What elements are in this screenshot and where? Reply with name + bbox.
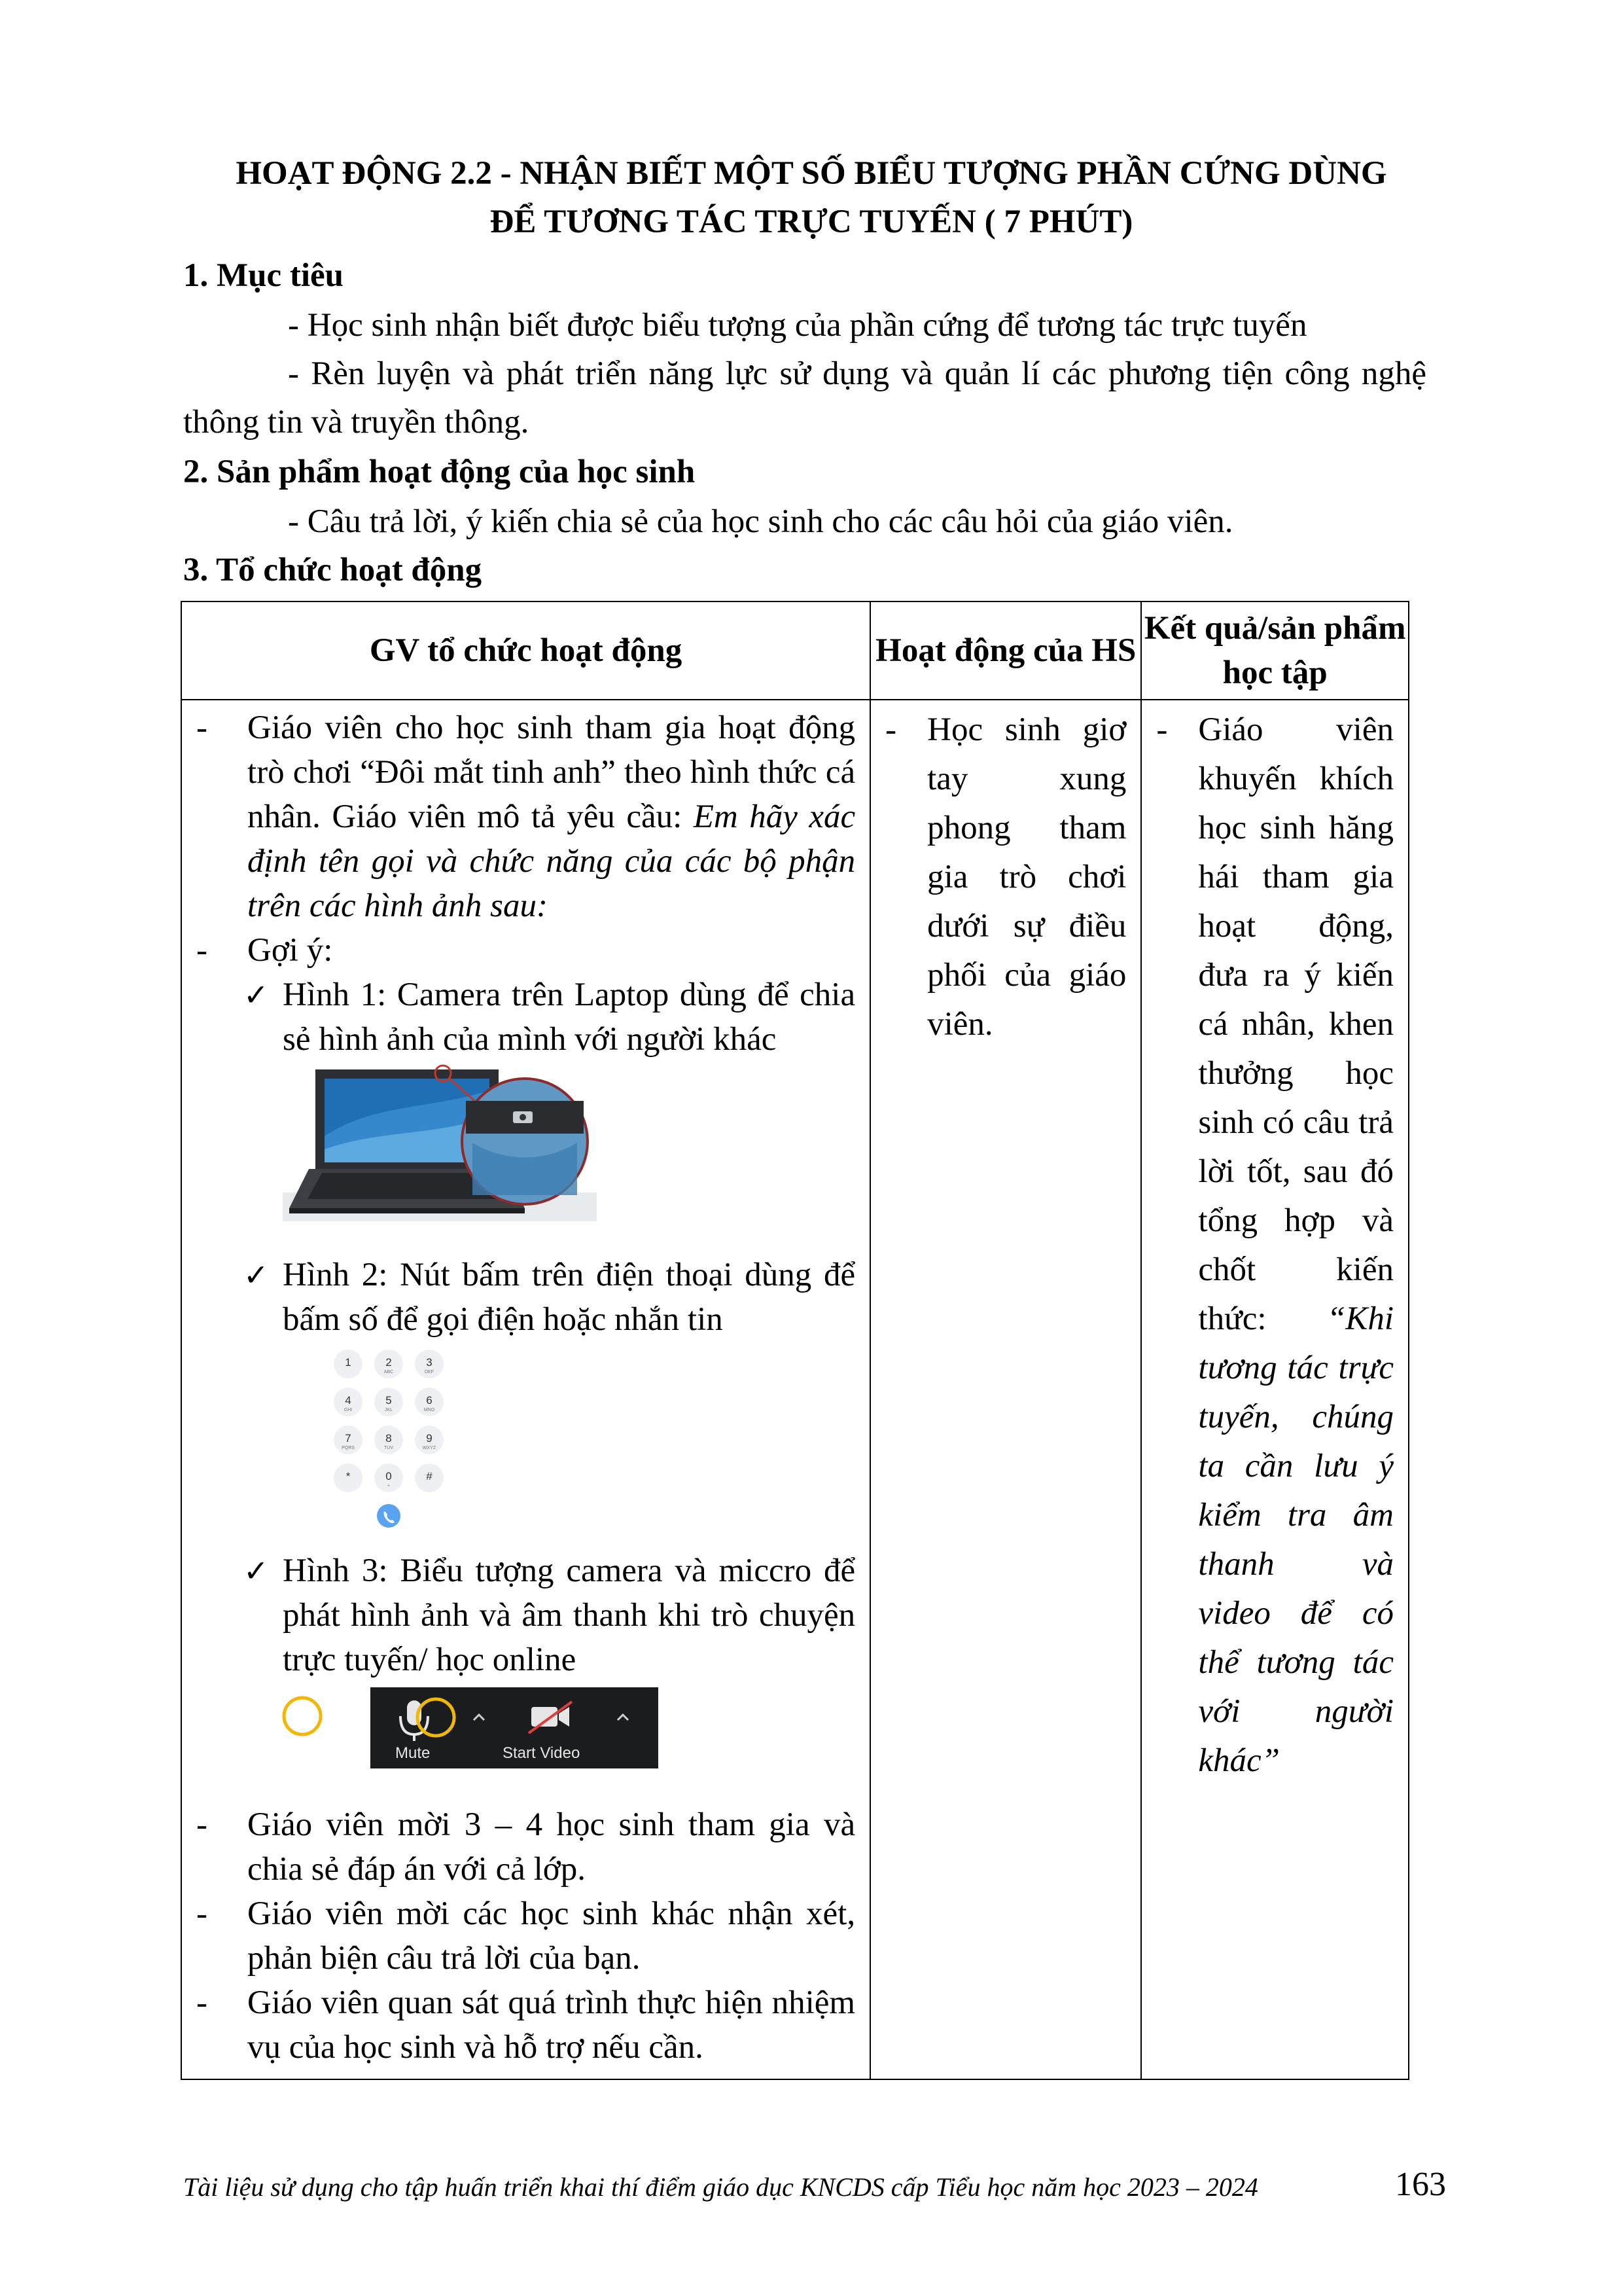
section-heading-organization: 3. Tổ chức hoạt động bbox=[183, 552, 482, 588]
list-item: - Gợi ý: bbox=[196, 932, 333, 969]
keypad-key bbox=[374, 1388, 403, 1416]
keypad-key bbox=[334, 1388, 362, 1416]
svg-text:5: 5 bbox=[385, 1394, 392, 1407]
figure-3-item: ✓ Hình 3: Biểu tượng camera và miccro để phát hình ảnh và âm thanh khi trò chuyện trực tuyến/ học online bbox=[191, 1549, 855, 1682]
svg-text:DEF: DEF bbox=[425, 1370, 434, 1374]
objective-2: - Rèn luyện và phát triển năng lực sử dụng và quản lí các phương tiện công nghệ thông tin và truyền thông. bbox=[183, 355, 1426, 440]
laptop-camera-image bbox=[283, 1064, 855, 1233]
activity-table bbox=[181, 601, 1409, 2080]
keypad-key bbox=[415, 1350, 444, 1378]
section-heading-objectives: 1. Mục tiêu bbox=[183, 257, 344, 294]
objective-1: - Học sinh nhận biết được biểu tượng của phần cứng để tương tác trực tuyến bbox=[288, 307, 1307, 344]
footer-text: Tài liệu sử dụng cho tập huấn triển khai thí điểm giáo dục KNCDS cấp Tiểu học năm học 2023 – 2024 bbox=[183, 2172, 1258, 2202]
meeting-toolbar bbox=[370, 1687, 658, 1768]
list-item: - Học sinh giơ tay xung phong tham gia trò chơi dưới sự điều phối của giáo viên. bbox=[885, 711, 1127, 1043]
keypad-key bbox=[374, 1426, 403, 1454]
keypad-key bbox=[334, 1350, 362, 1378]
svg-text:ABC: ABC bbox=[383, 1370, 394, 1374]
svg-text:TUV: TUV bbox=[384, 1446, 393, 1450]
keypad-key bbox=[334, 1463, 362, 1492]
svg-text:8: 8 bbox=[385, 1432, 392, 1444]
checkmark-icon: ✓ bbox=[243, 1257, 269, 1293]
svg-text:PQRS: PQRS bbox=[342, 1446, 355, 1450]
header-result: Kết quả/sản phẩm học tập bbox=[1141, 601, 1409, 700]
svg-text:*: * bbox=[345, 1470, 351, 1482]
keypad-key bbox=[374, 1350, 403, 1378]
checkmark-icon: ✓ bbox=[243, 977, 269, 1013]
svg-text:MNO: MNO bbox=[423, 1408, 435, 1412]
keypad-key bbox=[415, 1463, 444, 1492]
page-number: 163 bbox=[1395, 2166, 1446, 2203]
svg-text:1: 1 bbox=[345, 1356, 351, 1369]
svg-text:WXYZ: WXYZ bbox=[422, 1446, 436, 1450]
teacher-cell bbox=[181, 700, 870, 2079]
figure-2-item: ✓ Hình 2: Nút bấm trên điện thoại dùng để bấm số để gọi điện hoặc nhắn tin bbox=[191, 1253, 855, 1342]
activity-title bbox=[183, 149, 1439, 246]
list-item: - Giáo viên khuyến khích học sinh hăng hái tham gia hoạt động, đưa ra ý kiến cá nhân, khen thưởng học sinh có câu trả lời tốt, sau đó tổng hợp và chốt kiến thức: “Khi tương tác trực tuyến, chúng ta cần lưu ý kiểm tra âm thanh và video để có thể tương tác với người khác” bbox=[1156, 711, 1394, 1779]
title-line-2: ĐỂ TƯƠNG TÁC TRỰC TUYẾN ( 7 PHÚT) bbox=[489, 204, 1133, 240]
page-footer bbox=[183, 2166, 1446, 2203]
section-heading-product: 2. Sản phẩm hoạt động của học sinh bbox=[183, 454, 696, 490]
meeting-toolbar-image bbox=[276, 1687, 855, 1768]
list-item: - Giáo viên quan sát quá trình thực hiện nhiệm vụ của học sinh và hỗ trợ nếu cần. bbox=[196, 1984, 856, 2066]
svg-text:+: + bbox=[387, 1484, 391, 1488]
svg-text:2: 2 bbox=[385, 1356, 392, 1369]
keypad-key bbox=[334, 1426, 362, 1454]
keypad-key bbox=[374, 1463, 403, 1492]
highlight-circle-icon bbox=[276, 1687, 328, 1740]
svg-text:GHI: GHI bbox=[344, 1408, 353, 1412]
title-line-1: HOẠT ĐỘNG 2.2 - NHẬN BIẾT MỘT SỐ BIỂU TƯỢNG PHẦN CỨNG DÙNG bbox=[236, 155, 1387, 192]
product-text: - Câu trả lời, ý kiến chia sẻ của học sinh cho các câu hỏi của giáo viên. bbox=[288, 503, 1233, 540]
svg-text:9: 9 bbox=[426, 1432, 432, 1444]
student-cell bbox=[870, 700, 1141, 2079]
list-item: - Giáo viên cho học sinh tham gia hoạt động trò chơi “Đôi mắt tinh anh” theo hình thức cá nhân. Giáo viên mô tả yêu cầu: Em hãy xác định tên gọi và chức năng của các bộ phận trên các hình ảnh sau: bbox=[196, 709, 856, 924]
header-teacher: GV tổ chức hoạt động bbox=[181, 601, 870, 700]
svg-text:4: 4 bbox=[345, 1394, 351, 1407]
header-student: Hoạt động của HS bbox=[870, 601, 1141, 700]
svg-text:3: 3 bbox=[426, 1356, 432, 1369]
checkmark-icon: ✓ bbox=[243, 1553, 269, 1588]
figure-1-item: ✓ Hình 1: Camera trên Laptop dùng để chia sẻ hình ảnh của mình với người khác bbox=[191, 973, 855, 1062]
table-row bbox=[181, 700, 1409, 2079]
call-button-icon bbox=[377, 1504, 400, 1528]
phone-keypad-image bbox=[328, 1347, 855, 1542]
start-video-label: Start Video bbox=[503, 1744, 580, 1762]
svg-text:6: 6 bbox=[426, 1394, 432, 1407]
mute-label: Mute bbox=[395, 1744, 431, 1762]
svg-text:#: # bbox=[426, 1470, 432, 1482]
svg-text:0: 0 bbox=[385, 1470, 392, 1482]
svg-text:JKL: JKL bbox=[384, 1408, 393, 1412]
svg-text:7: 7 bbox=[345, 1432, 351, 1444]
table-header-row bbox=[181, 601, 1409, 700]
list-item: - Giáo viên mời 3 – 4 học sinh tham gia và chia sẻ đáp án với cả lớp. bbox=[196, 1806, 856, 1888]
keypad-key bbox=[415, 1426, 444, 1454]
keypad-key bbox=[415, 1388, 444, 1416]
list-item: - Giáo viên mời các học sinh khác nhận xét, phản biện câu trả lời của bạn. bbox=[196, 1895, 856, 1977]
result-cell bbox=[1141, 700, 1409, 2079]
